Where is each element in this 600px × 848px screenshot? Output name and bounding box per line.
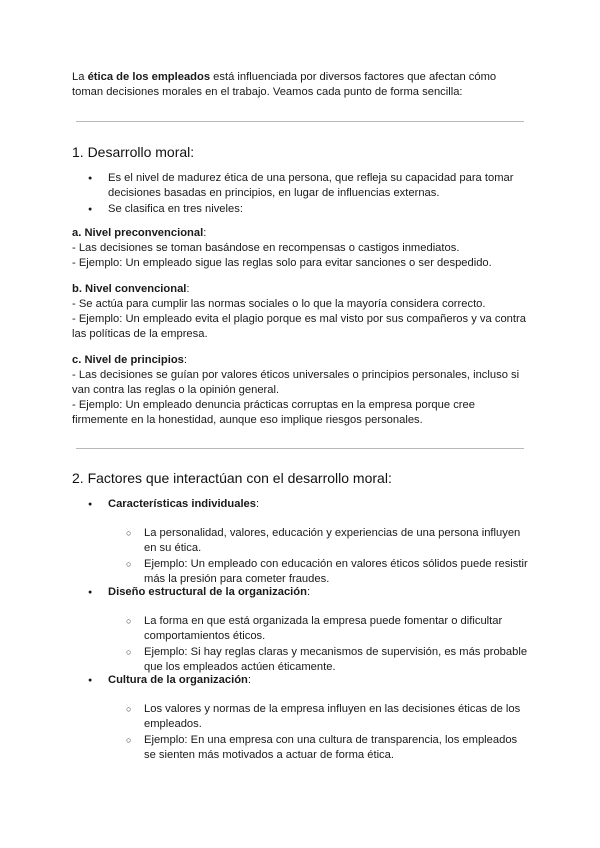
section1-heading: 1. Desarrollo moral: (72, 144, 195, 160)
level-colon: : (183, 354, 188, 366)
level-colon: : (186, 283, 190, 295)
divider-1 (76, 121, 524, 122)
list-item: ○ Los valores y normas de la empresa influyen en las decisiones éticas de los empleados. (72, 702, 528, 732)
list-item: ● Se clasifica en tres niveles: (72, 202, 528, 217)
factor-title: Cultura de la organización (108, 674, 248, 686)
list-item: ○ La forma en que está organizada la empresa puede fomentar o dificultar comportamientos éticos. (72, 614, 528, 644)
factor-estructural (72, 585, 528, 676)
level-line: - Se actúa para cumplir las normas sociales o lo que la mayoría considera correcto. (72, 298, 486, 310)
level-line: - Ejemplo: Un empleado sigue las reglas solo para evitar sanciones o ser despedido. (72, 257, 492, 269)
factor-title: Características individuales (108, 498, 256, 510)
section1-bullet-list (72, 171, 528, 218)
level-line: - Ejemplo: Un empleado evita el plagio porque es mal visto por sus compañeros y va contra las políticas de la empresa. (72, 313, 526, 340)
level-principios (72, 353, 528, 428)
level-convencional (72, 282, 528, 342)
level-preconvencional (72, 226, 528, 271)
level-title: c. Nivel de principios (72, 354, 184, 366)
level-line: - Las decisiones se guían por valores éticos universales o principios personales, incluso si van contra las reglas o la opinión general. (72, 369, 520, 396)
factor-colon: : (256, 498, 260, 510)
factor-title: Diseño estructural de la organización (108, 586, 307, 598)
level-colon: : (203, 227, 207, 239)
factor-sublist (72, 614, 528, 675)
intro-paragraph (72, 70, 528, 100)
divider-2 (76, 448, 524, 449)
intro-text-post: está influenciada por diversos factores que afectan cómo toman decisiones morales en el trabajo. Veamos cada punto de forma sencilla: (72, 71, 497, 98)
list-item: ○ La personalidad, valores, educación y experiencias de una persona influyen en su ética. (72, 526, 528, 556)
list-item: ○ Ejemplo: Un empleado con educación en valores éticos sólidos puede resistir más la presión para cometer fraudes. (72, 557, 528, 587)
factor-colon: : (306, 586, 311, 598)
level-line: - Las decisiones se toman basándose en recompensas o castigos inmediatos. (72, 242, 460, 254)
intro-bold-term: ética de los empleados (87, 71, 211, 83)
factor-colon: : (247, 674, 251, 686)
list-item: ● Es el nivel de madurez ética de una persona, que refleja su capacidad para tomar decisiones basadas en principios, en lugar de influencias externas. (72, 171, 528, 201)
list-item: ○ Ejemplo: En una empresa con una cultura de transparencia, los empleados se sienten más motivados a actuar de forma ética. (72, 733, 528, 763)
section2-heading: 2. Factores que interactúan con el desarrollo moral: (72, 470, 392, 486)
intro-text-pre: La (72, 71, 88, 83)
factor-individual (72, 497, 528, 588)
list-item: ○ Ejemplo: Si hay reglas claras y mecanismos de supervisión, es más probable que los empleados actúen éticamente. (72, 645, 528, 675)
level-title: b. Nivel convencional (72, 283, 187, 295)
level-line: - Ejemplo: Un empleado denuncia prácticas corruptas en la empresa porque cree firmemente en la honestidad, aunque eso implique riesgos personales. (72, 399, 475, 426)
factor-cultura (72, 673, 528, 764)
level-title: a. Nivel preconvencional (72, 227, 204, 239)
factor-sublist (72, 526, 528, 587)
factor-sublist (72, 702, 528, 763)
